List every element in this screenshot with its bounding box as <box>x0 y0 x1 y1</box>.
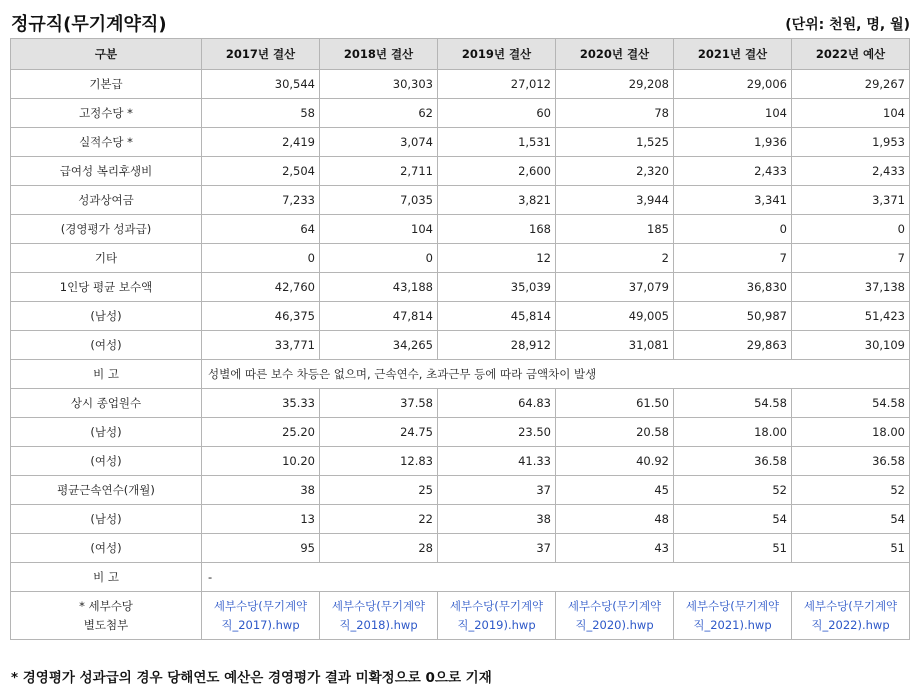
value-cell: 7 <box>792 244 910 273</box>
table-row <box>11 389 910 418</box>
row-label: (여성) <box>11 534 202 563</box>
table-row <box>11 302 910 331</box>
value-cell: 22 <box>320 505 438 534</box>
attachment-cell <box>556 592 674 640</box>
row-label: (여성) <box>11 447 202 476</box>
table-row <box>11 505 910 534</box>
header-2020: 2020년 결산 <box>556 39 674 70</box>
file-link-2021[interactable]: 세부수당(무기계약 직_2021).hwp <box>685 598 780 632</box>
value-cell: 64.83 <box>438 389 556 418</box>
value-cell: 10.20 <box>202 447 320 476</box>
row-label: 실적수당 * <box>11 128 202 157</box>
value-cell: 54 <box>792 505 910 534</box>
value-cell: 3,821 <box>438 186 556 215</box>
value-cell: 37,138 <box>792 273 910 302</box>
value-cell: 34,265 <box>320 331 438 360</box>
row-label: 1인당 평균 보수액 <box>11 273 202 302</box>
attachment-cell <box>438 592 556 640</box>
value-cell: 3,371 <box>792 186 910 215</box>
value-cell: 50,987 <box>674 302 792 331</box>
value-cell: 24.75 <box>320 418 438 447</box>
note-text: - <box>202 563 910 592</box>
table-row <box>11 534 910 563</box>
value-cell: 61.50 <box>556 389 674 418</box>
value-cell: 35,039 <box>438 273 556 302</box>
value-cell: 36,830 <box>674 273 792 302</box>
attachment-label-line1: * 세부수당 <box>79 598 133 613</box>
value-cell: 18.00 <box>792 418 910 447</box>
file-link-2020[interactable]: 세부수당(무기계약 직_2020).hwp <box>567 598 662 632</box>
attachment-label <box>11 592 202 640</box>
table-row <box>11 70 910 99</box>
value-cell: 36.58 <box>792 447 910 476</box>
file-link-2022[interactable]: 세부수당(무기계약 직_2022).hwp <box>803 598 898 632</box>
page-title: 정규직(무기계약직) <box>11 14 167 35</box>
value-cell: 2,433 <box>674 157 792 186</box>
row-label: 비 고 <box>11 563 202 592</box>
value-cell: 37,079 <box>556 273 674 302</box>
value-cell: 1,953 <box>792 128 910 157</box>
value-cell: 3,074 <box>320 128 438 157</box>
value-cell: 54.58 <box>674 389 792 418</box>
value-cell: 37.58 <box>320 389 438 418</box>
value-cell: 2,433 <box>792 157 910 186</box>
header-2019: 2019년 결산 <box>438 39 556 70</box>
value-cell: 37 <box>438 476 556 505</box>
value-cell: 13 <box>202 505 320 534</box>
table-row <box>11 186 910 215</box>
table-row <box>11 476 910 505</box>
value-cell: 104 <box>792 99 910 128</box>
attachment-row <box>11 592 910 640</box>
value-cell: 3,944 <box>556 186 674 215</box>
row-label: 성과상여금 <box>11 186 202 215</box>
row-label: 평균근속연수(개월) <box>11 476 202 505</box>
value-cell: 2,419 <box>202 128 320 157</box>
value-cell: 18.00 <box>674 418 792 447</box>
header-2022: 2022년 예산 <box>792 39 910 70</box>
table-row <box>11 331 910 360</box>
value-cell: 0 <box>202 244 320 273</box>
attachment-label-line2: 별도첨부 <box>83 617 129 632</box>
note-text: 성별에 따른 보수 차등은 없으며, 근속연수, 초과근무 등에 따라 금액차이 발생 <box>202 360 910 389</box>
value-cell: 43,188 <box>320 273 438 302</box>
value-cell: 23.50 <box>438 418 556 447</box>
value-cell: 46,375 <box>202 302 320 331</box>
table-row <box>11 273 910 302</box>
row-label: (남성) <box>11 505 202 534</box>
value-cell: 41.33 <box>438 447 556 476</box>
value-cell: 1,525 <box>556 128 674 157</box>
value-cell: 95 <box>202 534 320 563</box>
value-cell: 62 <box>320 99 438 128</box>
value-cell: 2,600 <box>438 157 556 186</box>
value-cell: 1,531 <box>438 128 556 157</box>
row-label: 급여성 복리후생비 <box>11 157 202 186</box>
attachment-cell <box>320 592 438 640</box>
value-cell: 168 <box>438 215 556 244</box>
value-cell: 64 <box>202 215 320 244</box>
value-cell: 30,109 <box>792 331 910 360</box>
value-cell: 30,544 <box>202 70 320 99</box>
attachment-cell <box>792 592 910 640</box>
value-cell: 104 <box>320 215 438 244</box>
salary-table <box>10 38 910 640</box>
value-cell: 51 <box>674 534 792 563</box>
row-label: (남성) <box>11 302 202 331</box>
value-cell: 51,423 <box>792 302 910 331</box>
row-label: 비 고 <box>11 360 202 389</box>
header-2017: 2017년 결산 <box>202 39 320 70</box>
value-cell: 31,081 <box>556 331 674 360</box>
attachment-cell <box>674 592 792 640</box>
value-cell: 29,208 <box>556 70 674 99</box>
value-cell: 29,267 <box>792 70 910 99</box>
value-cell: 40.92 <box>556 447 674 476</box>
value-cell: 0 <box>792 215 910 244</box>
row-label: (남성) <box>11 418 202 447</box>
header-2021: 2021년 결산 <box>674 39 792 70</box>
table-row <box>11 99 910 128</box>
value-cell: 2 <box>556 244 674 273</box>
value-cell: 45 <box>556 476 674 505</box>
value-cell: 60 <box>438 99 556 128</box>
value-cell: 7,035 <box>320 186 438 215</box>
value-cell: 48 <box>556 505 674 534</box>
row-label: 상시 종업원수 <box>11 389 202 418</box>
value-cell: 27,012 <box>438 70 556 99</box>
header-category: 구분 <box>11 39 202 70</box>
file-link-2018[interactable]: 세부수당(무기계약 직_2018).hwp <box>331 598 426 632</box>
value-cell: 1,936 <box>674 128 792 157</box>
value-cell: 38 <box>202 476 320 505</box>
row-label: 기본급 <box>11 70 202 99</box>
note-row-staff <box>11 563 910 592</box>
table-row <box>11 128 910 157</box>
value-cell: 58 <box>202 99 320 128</box>
value-cell: 2,320 <box>556 157 674 186</box>
table-header-row <box>11 39 910 70</box>
table-row <box>11 447 910 476</box>
attachment-cell <box>202 592 320 640</box>
value-cell: 25.20 <box>202 418 320 447</box>
value-cell: 45,814 <box>438 302 556 331</box>
value-cell: 28,912 <box>438 331 556 360</box>
value-cell: 0 <box>320 244 438 273</box>
value-cell: 52 <box>674 476 792 505</box>
table-row <box>11 244 910 273</box>
value-cell: 38 <box>438 505 556 534</box>
value-cell: 28 <box>320 534 438 563</box>
unit-label: (단위: 천원, 명, 월) <box>785 17 910 33</box>
value-cell: 51 <box>792 534 910 563</box>
header-2018: 2018년 결산 <box>320 39 438 70</box>
value-cell: 12.83 <box>320 447 438 476</box>
row-label: 고정수당 * <box>11 99 202 128</box>
value-cell: 30,303 <box>320 70 438 99</box>
value-cell: 7,233 <box>202 186 320 215</box>
value-cell: 0 <box>674 215 792 244</box>
value-cell: 36.58 <box>674 447 792 476</box>
value-cell: 12 <box>438 244 556 273</box>
value-cell: 43 <box>556 534 674 563</box>
table-row <box>11 215 910 244</box>
table-row <box>11 157 910 186</box>
value-cell: 54.58 <box>792 389 910 418</box>
value-cell: 29,006 <box>674 70 792 99</box>
value-cell: 42,760 <box>202 273 320 302</box>
value-cell: 35.33 <box>202 389 320 418</box>
value-cell: 47,814 <box>320 302 438 331</box>
value-cell: 25 <box>320 476 438 505</box>
row-label: (여성) <box>11 331 202 360</box>
value-cell: 29,863 <box>674 331 792 360</box>
row-label: (경영평가 성과급) <box>11 215 202 244</box>
footnote: * 경영평가 성과급의 경우 당해연도 예산은 경영평가 결과 미확정으로 0으로 기재 <box>11 670 492 686</box>
value-cell: 37 <box>438 534 556 563</box>
value-cell: 185 <box>556 215 674 244</box>
value-cell: 78 <box>556 99 674 128</box>
value-cell: 7 <box>674 244 792 273</box>
table-row <box>11 418 910 447</box>
value-cell: 3,341 <box>674 186 792 215</box>
file-link-2019[interactable]: 세부수당(무기계약 직_2019).hwp <box>449 598 544 632</box>
value-cell: 52 <box>792 476 910 505</box>
value-cell: 20.58 <box>556 418 674 447</box>
note-row-salary <box>11 360 910 389</box>
value-cell: 49,005 <box>556 302 674 331</box>
value-cell: 104 <box>674 99 792 128</box>
value-cell: 54 <box>674 505 792 534</box>
value-cell: 33,771 <box>202 331 320 360</box>
file-link-2017[interactable]: 세부수당(무기계약 직_2017).hwp <box>213 598 308 632</box>
row-label: 기타 <box>11 244 202 273</box>
value-cell: 2,504 <box>202 157 320 186</box>
value-cell: 2,711 <box>320 157 438 186</box>
